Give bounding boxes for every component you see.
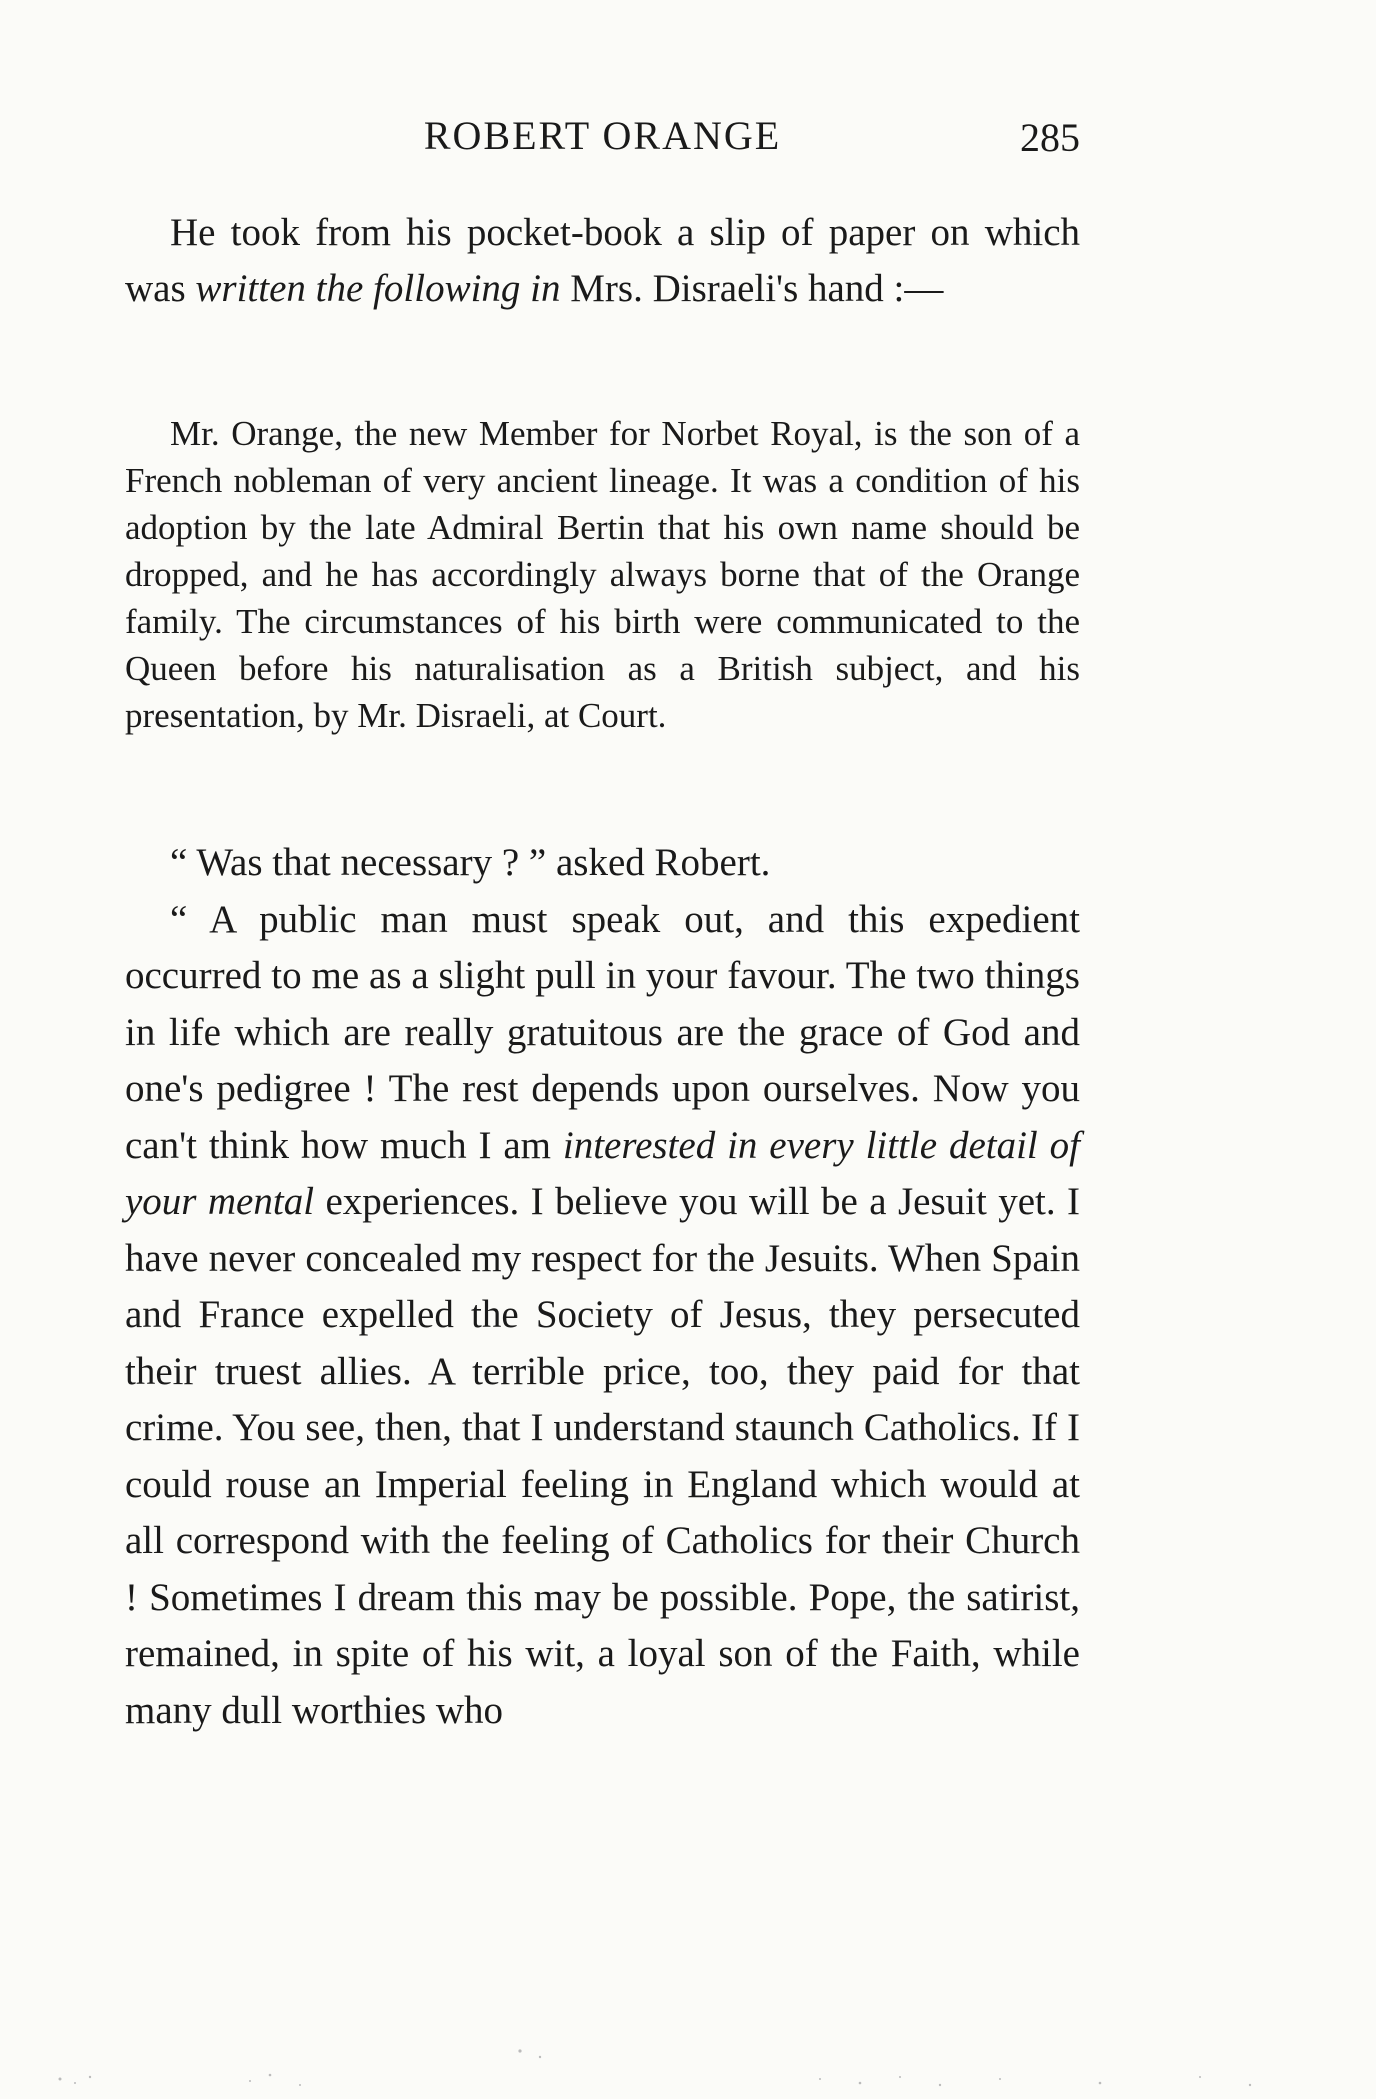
reply-paragraph [125,892,1080,1740]
question-paragraph: “ Was that necessary ? ” asked Robert. [170,841,771,884]
reply-part-1: “ A public man must speak out, and this expedient occurred to me as a slight pull in your favour. The two things in life which are really gratuitous are the grace of God and one's pedigree ! The rest depends upon ourselves. Now you can't think how much I am [125,897,1080,1167]
reply-italic: interested in every little detail of your mental [125,1123,1080,1223]
reply-part-2: experiences. I believe you will be a Jesuit yet. I have never concealed my respect for the Jesuits. When Spain and France expelled the Society of Jesus, they persecuted their truest allies. A terrible price, too, they paid for that crime. You see, then, that I understand staunch Catholics. If I could rouse an Imperial feeling in England which would at all correspond with the feeling of Catholics for their Church ! Sometimes I dream this may be possible. Pope, the satirist, remained, in spite of his wit, a loyal son of the Faith, while many dull worthies who [125,1180,1080,1732]
intro-text-after: Mrs. Disraeli's hand :— [560,267,944,310]
paper-specks [0,2039,1376,2099]
page-number: 285 [1020,115,1080,160]
intro-text-before: He took from his pocket-book a slip of paper on which was [125,211,1080,310]
page-header [125,112,1080,172]
quoted-note: Mr. Orange, the new Member for Norbet Royal, is the son of a French nobleman of very ancient lineage. It was a condition of his adoption by the late Admiral Bertin that his own name should be dropped, and he has accordingly always borne that of the Orange family. The circumstances of his birth were communicated to the Queen before his naturalisation as a British subject, and his presentation, by Mr. Disraeli, at Court. [125,414,1080,735]
dialogue [125,835,1080,1739]
intro-italic-phrase: written the following in [195,267,561,310]
intro-paragraph [125,205,1080,317]
running-head: ROBERT ORANGE [423,113,782,158]
